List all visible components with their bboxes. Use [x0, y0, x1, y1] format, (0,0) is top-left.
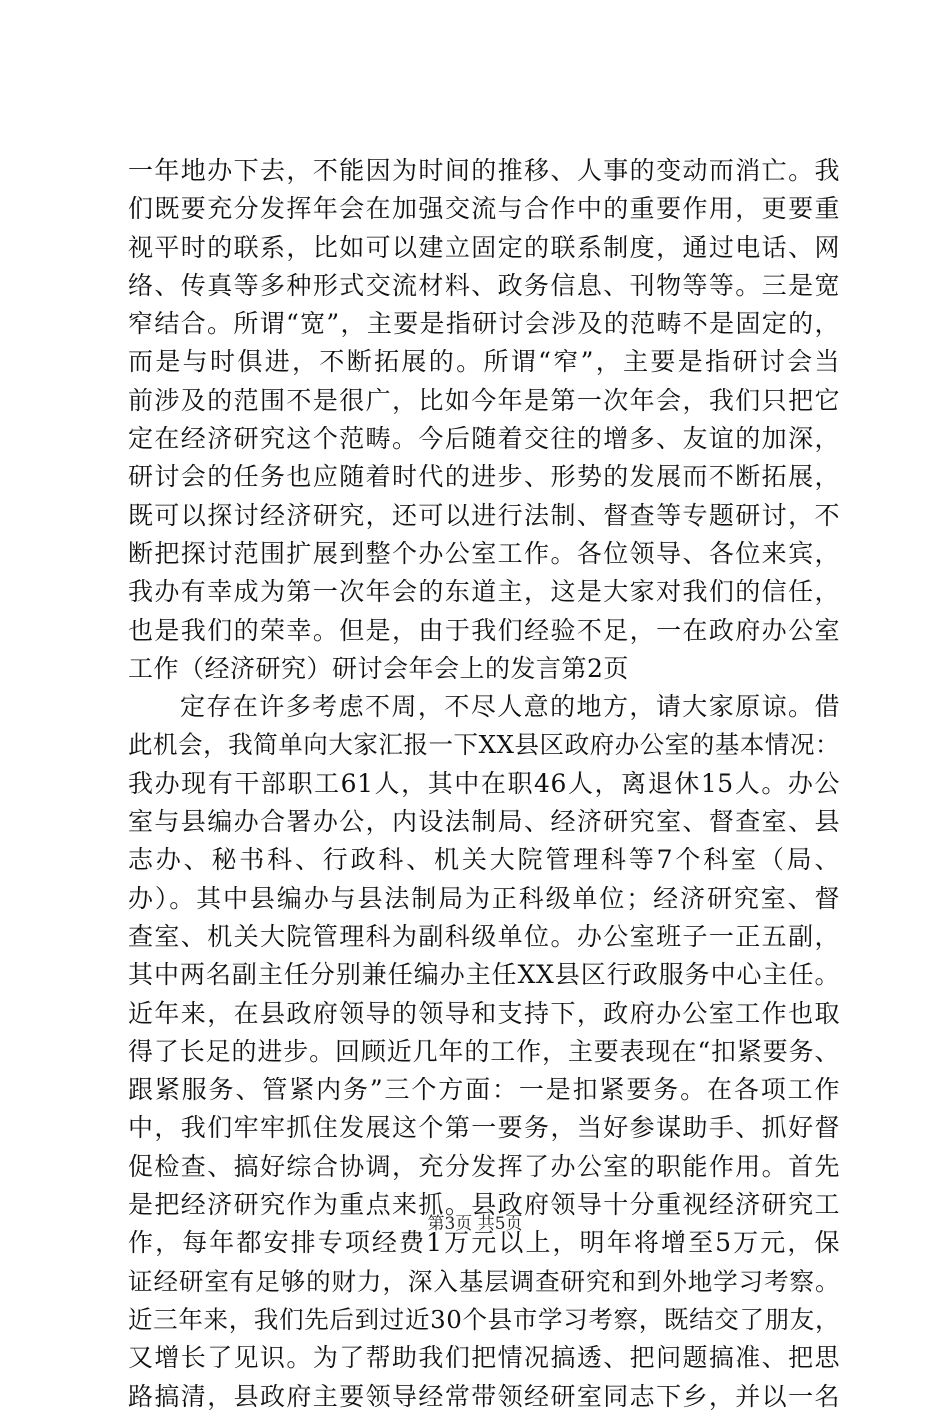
text-line: 促检查、搞好综合协调，充分发挥了办公室的职能作用。首先: [128, 1151, 840, 1181]
text-line: 是把经济研究作为重点来抓。县政府领导十分重视经济研究工: [128, 1190, 840, 1220]
text-line: 视平时的联系，比如可以建立固定的联系制度，通过电话、网: [128, 232, 840, 262]
text-line: 证经研室有足够的财力，深入基层调查研究和到外地学习考察。: [128, 1266, 840, 1296]
text-line: 断把探讨范围扩展到整个办公室工作。各位领导、各位来宾，: [128, 538, 840, 568]
paragraph-first-line: 定存在许多考虑不周，不尽人意的地方，请大家原谅。借: [180, 692, 840, 722]
text-line: 既可以探讨经济研究，还可以进行法制、督查等专题研讨，不: [128, 500, 840, 530]
text-line: 一年地办下去，不能因为时间的推移、人事的变动而消亡。我: [128, 156, 840, 185]
text-line: 我办有幸成为第一次年会的东道主，这是大家对我们的信任，: [128, 577, 840, 607]
text-line: 查室、机关大院管理科为副科级单位。办公室班子一正五副，: [128, 921, 840, 951]
text-line: 室与县编办合署办公，内设法制局、经济研究室、督查室、县: [128, 807, 840, 837]
text-line: 办）。其中县编办与县法制局为正科级单位；经济研究室、督: [128, 883, 840, 913]
text-line: 近年来，在县政府领导的领导和支持下，政府办公室工作也取: [128, 998, 840, 1028]
text-line: 们既要充分发挥年会在加强交流与合作中的重要作用，更要重: [128, 194, 840, 224]
text-line: 而是与时俱进，不断拓展的。所谓“窄”，主要是指研讨会当: [128, 347, 840, 377]
text-line: 作，每年都安排专项经费1万元以上，明年将增至5万元，保: [128, 1228, 840, 1258]
text-line: 工作（经济研究）研讨会年会上的发言第2页: [128, 653, 629, 683]
text-line: 中，我们牢牢抓住发展这个第一要务，当好参谋助手、抓好督: [128, 1113, 840, 1143]
page-footer: [0, 1212, 950, 1236]
text-line: 窄结合。所谓“宽”，主要是指研讨会涉及的范畴不是固定的，: [128, 309, 840, 339]
text-line: 跟紧服务、管紧内务”三个方面：一是扣紧要务。在各项工作: [128, 1075, 840, 1105]
text-line: 得了长足的进步。回顾近几年的工作，主要表现在“扣紧要务、: [128, 1036, 840, 1066]
text-line: 近三年来，我们先后到过近30个县市学习考察，既结交了朋友，: [128, 1304, 840, 1334]
text-line: 我办现有干部职工61人，其中在职46人，离退休15人。办公: [128, 768, 840, 798]
text-line: 路搞清，县政府主要领导经常带领经研室同志下乡，并以一名: [128, 1381, 840, 1411]
text-line: 定在经济研究这个范畴。今后随着交往的增多、友谊的加深，: [128, 424, 840, 454]
text-line: 前涉及的范围不是很广，比如今年是第一次年会，我们只把它: [128, 385, 840, 415]
text-line: 此机会，我简单向大家汇报一下XX县区政府办公室的基本情况：: [128, 730, 840, 760]
text-line: 其中两名副主任分别兼任编办主任XX县区行政服务中心主任。: [128, 960, 840, 990]
page-number-label: 第3页 共5页: [427, 1214, 523, 1234]
text-line: 研讨会的任务也应随着时代的进步、形势的发展而不断拓展，: [128, 462, 840, 492]
text-line: 也是我们的荣幸。但是，由于我们经验不足，一在政府办公室: [128, 615, 840, 645]
text-line: 络、传真等多种形式交流材料、政务信息、刊物等等。三是宽: [128, 270, 840, 300]
text-line: 又增长了见识。为了帮助我们把情况搞透、把问题搞准、把思: [128, 1343, 840, 1373]
text-line: 志办、秘书科、行政科、机关大院管理科等7个科室（局、: [128, 845, 840, 875]
